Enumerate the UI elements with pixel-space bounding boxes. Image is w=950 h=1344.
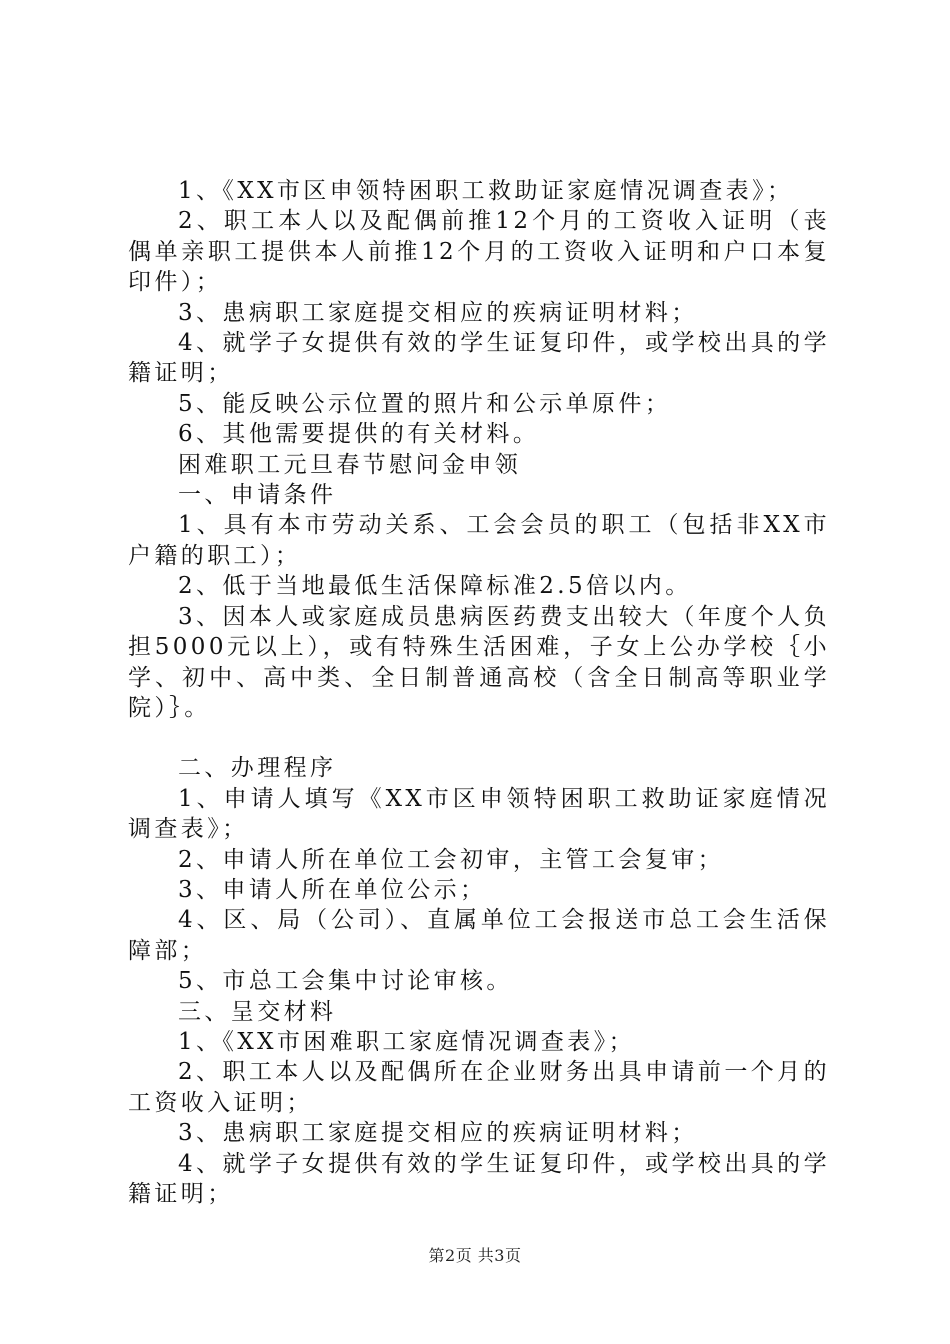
paragraph: 2、职工本人以及配偶所在企业财务出具申请前一个月的工资收入证明； <box>128 1059 830 1116</box>
paragraph: 2、职工本人以及配偶前推12个月的工资收入证明（丧偶单亲职工提供本人前推12个月的工资收入证明和户口本复印件）； <box>128 208 830 296</box>
paragraph: 1、申请人填写《XX市区申领特困职工救助证家庭情况调查表》； <box>128 785 830 843</box>
paragraph: 4、就学子女提供有效的学生证复印件，或学校出具的学籍证明； <box>128 1150 830 1207</box>
paragraph: 3、患病职工家庭提交相应的疾病证明材料； <box>178 299 698 326</box>
paragraph: 4、就学子女提供有效的学生证复印件，或学校出具的学籍证明； <box>128 330 830 387</box>
paragraph: 1、具有本市劳动关系、工会会员的职工（包括非XX市户籍的职工）； <box>128 512 830 569</box>
paragraph: 6、其他需要提供的有关材料。 <box>178 421 540 448</box>
paragraph: 3、因本人或家庭成员患病医药费支出较大（年度个人负担5000元以上），或有特殊生活困难，子女上公办学校｛小学、初中、高中类、全日制普通高校（含全日制高等职业学院）｝。 <box>128 603 830 721</box>
paragraph: 3、申请人所在单位公示； <box>178 876 487 903</box>
paragraph: 5、能反映公示位置的照片和公示单原件； <box>178 390 672 417</box>
section-title: 困难职工元旦春节慰问金申领 <box>178 451 522 478</box>
blank-line <box>128 723 830 753</box>
paragraph: 2、申请人所在单位工会初审，主管工会复审； <box>178 846 725 873</box>
document-body <box>128 176 830 1209</box>
page-footer: 第2页 共3页 <box>428 1246 522 1265</box>
section-heading: 二、办理程序 <box>178 755 337 782</box>
paragraph: 1、《XX市困难职工家庭情况调查表》； <box>178 1028 635 1055</box>
paragraph: 4、区、局（公司）、直属单位工会报送市总工会生活保障部； <box>128 907 830 964</box>
paragraph: 1、《XX市区申领特困职工救助证家庭情况调查表》； <box>178 178 794 204</box>
paragraph: 3、患病职工家庭提交相应的疾病证明材料； <box>178 1120 698 1147</box>
section-heading: 一、申请条件 <box>178 482 337 509</box>
paragraph: 2、低于当地最低生活保障标准2.5倍以内。 <box>178 573 692 600</box>
paragraph: 5、市总工会集中讨论审核。 <box>178 968 513 995</box>
section-heading: 三、呈交材料 <box>178 998 337 1025</box>
